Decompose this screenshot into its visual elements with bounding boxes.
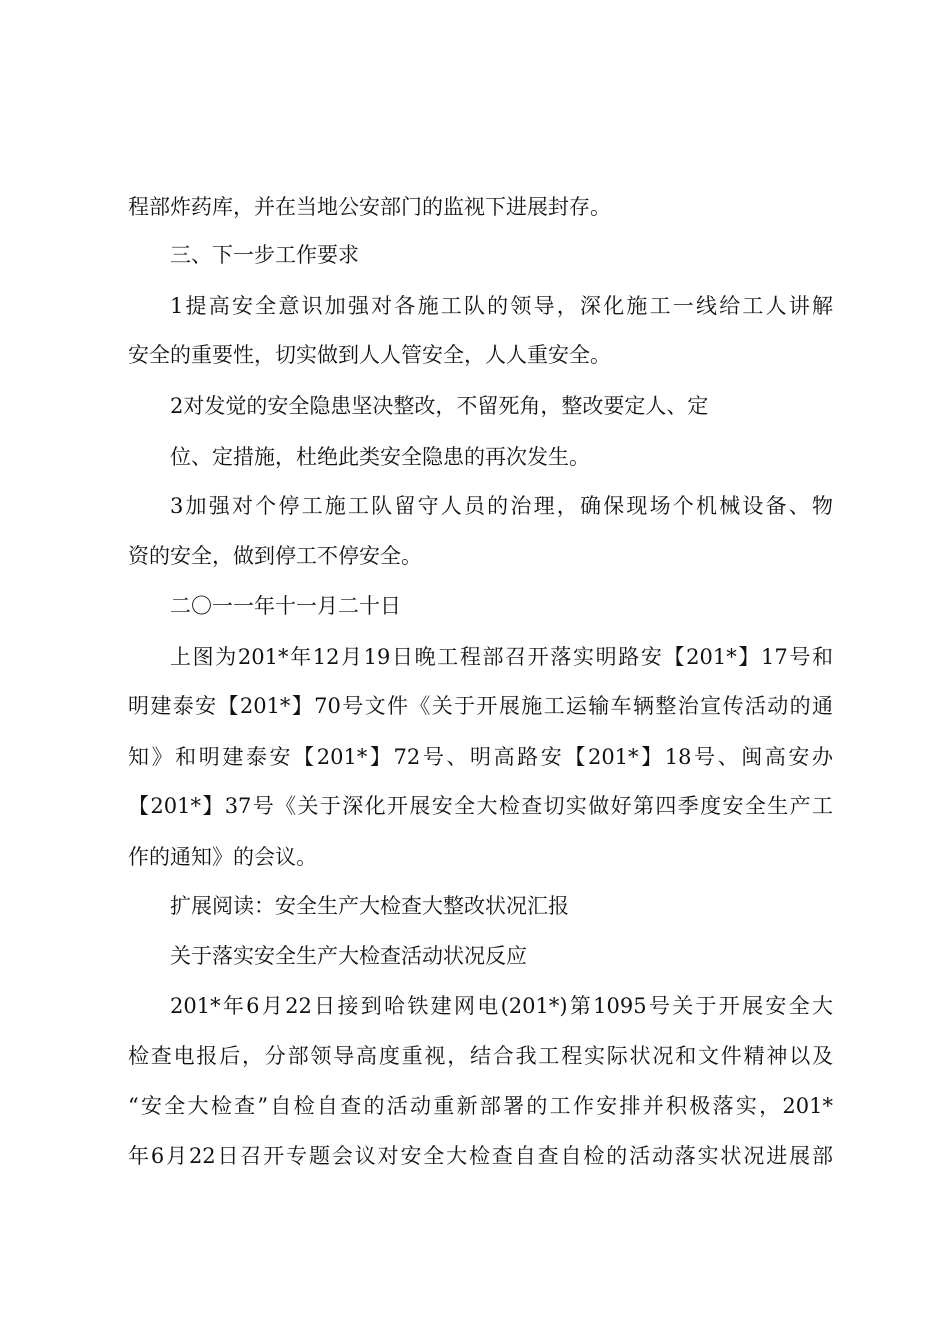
paragraph-line: 检查电报后，分部领导高度重视，结合我工程实际状况和文件精神以及 <box>128 1044 833 1068</box>
date-line: 二〇一一年十一月二十日 <box>170 594 401 618</box>
paragraph-line: 资的安全，做到停工不停安全。 <box>128 544 422 568</box>
paragraph-line: 上图为201*年12月19日晚工程部召开落实明路安【201*】17号和 <box>170 645 833 669</box>
paragraph-line: 程部炸药库，并在当地公安部门的监视下进展封存。 <box>128 195 611 219</box>
paragraph-line: 1提高安全意识加强对各施工队的领导，深化施工一线给工人讲解 <box>170 294 833 318</box>
paragraph-line: 201*年6月22日接到哈铁建网电(201*)第1095号关于开展安全大 <box>170 994 833 1018</box>
paragraph-line: 安全的重要性，切实做到人人管安全，人人重安全。 <box>128 343 611 367</box>
paragraph-line: 知》和明建泰安【201*】72号、明高路安【201*】18号、闽高安办 <box>128 745 833 769</box>
paragraph-line: 3加强对个停工施工队留守人员的治理，确保现场个机械设备、物 <box>170 494 833 518</box>
paragraph-line: 年6月22日召开专题会议对安全大检查自查自检的活动落实状况进展部 <box>128 1144 833 1168</box>
paragraph-line: 2对发觉的安全隐患坚决整改，不留死角，整改要定人、定 <box>170 394 709 418</box>
paragraph-line: “安全大检查”自检自查的活动重新部署的工作安排并积极落实，201* <box>128 1094 833 1118</box>
report-title: 关于落实安全生产大检查活动状况反应 <box>170 944 527 968</box>
paragraph-line: 【201*】37号《关于深化开展安全大检查切实做好第四季度安全生产工 <box>128 794 833 818</box>
section-heading: 三、下一步工作要求 <box>170 243 359 267</box>
extended-reading-title: 扩展阅读：安全生产大检查大整改状况汇报 <box>170 894 569 918</box>
paragraph-line: 明建泰安【201*】70号文件《关于开展施工运输车辆整治宣传活动的通 <box>128 694 833 718</box>
paragraph-line: 作的通知》的会议。 <box>128 845 317 869</box>
paragraph-line: 位、定措施，杜绝此类安全隐患的再次发生。 <box>170 445 590 469</box>
